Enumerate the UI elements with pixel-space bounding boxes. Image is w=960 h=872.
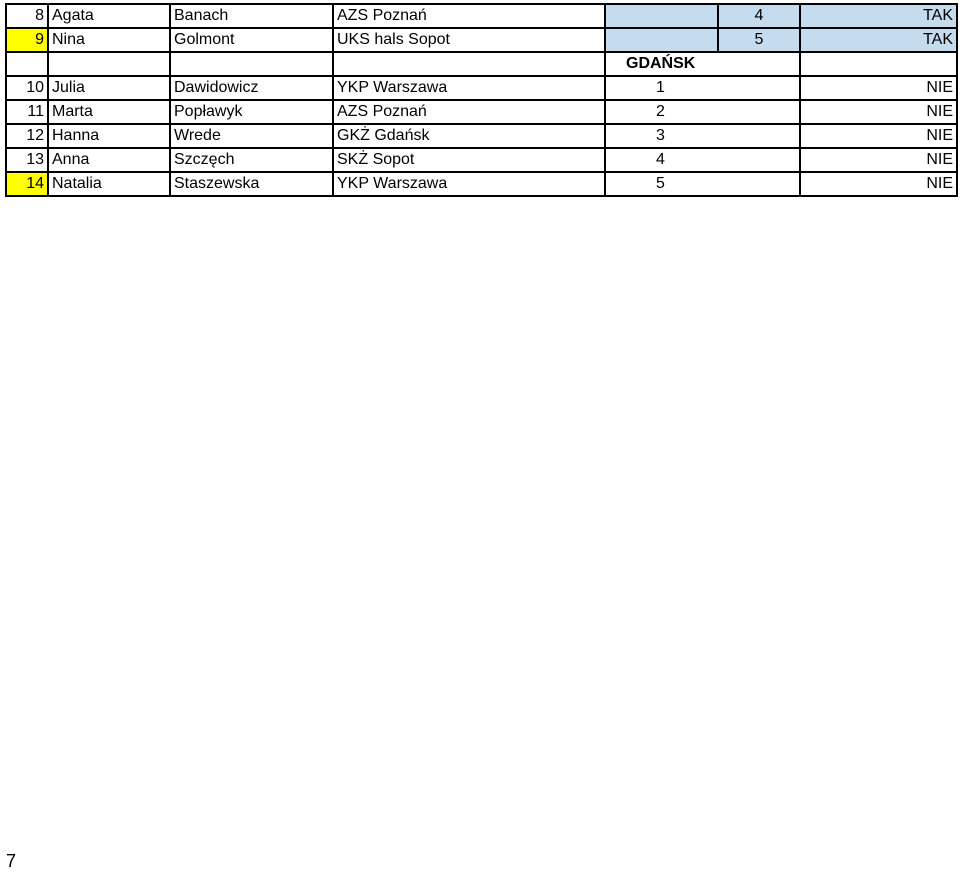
results-table: [5, 3, 958, 197]
first-name: Nina: [48, 28, 170, 52]
rank-value: 3: [605, 124, 800, 148]
last-name: Wrede: [170, 124, 333, 148]
last-name: Dawidowicz: [170, 76, 333, 100]
section-header-row: [6, 52, 957, 76]
page-number: 7: [6, 851, 17, 871]
last-name: Golmont: [170, 28, 333, 52]
rank-value: 5: [718, 28, 800, 52]
first-name: Hanna: [48, 124, 170, 148]
first-name: Natalia: [48, 172, 170, 196]
last-name: Popławyk: [170, 100, 333, 124]
club-name: YKP Warszawa: [333, 172, 605, 196]
rank-cell: [605, 28, 718, 52]
club-name: UKS hals Sopot: [333, 28, 605, 52]
first-name: Julia: [48, 76, 170, 100]
status-value: NIE: [800, 76, 957, 100]
empty-cell: [800, 52, 957, 76]
table-row: [6, 100, 957, 124]
rank-value: 1: [605, 76, 800, 100]
rank-value: 5: [605, 172, 800, 196]
table-row: [6, 148, 957, 172]
empty-cell: [6, 52, 48, 76]
section-header: GDAŃSK: [605, 52, 800, 76]
row-number: 11: [6, 100, 48, 124]
last-name: Szczęch: [170, 148, 333, 172]
first-name: Anna: [48, 148, 170, 172]
rank-value: 4: [605, 148, 800, 172]
status-value: NIE: [800, 172, 957, 196]
status-value: NIE: [800, 148, 957, 172]
table-row: [6, 28, 957, 52]
table-row: [6, 4, 957, 28]
row-number: 14: [6, 172, 48, 196]
rank-value: 2: [605, 100, 800, 124]
empty-cell: [170, 52, 333, 76]
rank-cell: [605, 4, 718, 28]
status-value: NIE: [800, 100, 957, 124]
row-number: 13: [6, 148, 48, 172]
row-number: 8: [6, 4, 48, 28]
club-name: AZS Poznań: [333, 100, 605, 124]
first-name: Marta: [48, 100, 170, 124]
rank-value: 4: [718, 4, 800, 28]
club-name: SKŻ Sopot: [333, 148, 605, 172]
table-row: [6, 76, 957, 100]
table-row: [6, 124, 957, 148]
status-value: NIE: [800, 124, 957, 148]
first-name: Agata: [48, 4, 170, 28]
table-row: [6, 172, 957, 196]
last-name: Staszewska: [170, 172, 333, 196]
row-number: 12: [6, 124, 48, 148]
club-name: YKP Warszawa: [333, 76, 605, 100]
row-number: 10: [6, 76, 48, 100]
status-value: TAK: [800, 4, 957, 28]
last-name: Banach: [170, 4, 333, 28]
empty-cell: [48, 52, 170, 76]
row-number: 9: [6, 28, 48, 52]
status-value: TAK: [800, 28, 957, 52]
empty-cell: [333, 52, 605, 76]
club-name: GKŻ Gdańsk: [333, 124, 605, 148]
club-name: AZS Poznań: [333, 4, 605, 28]
